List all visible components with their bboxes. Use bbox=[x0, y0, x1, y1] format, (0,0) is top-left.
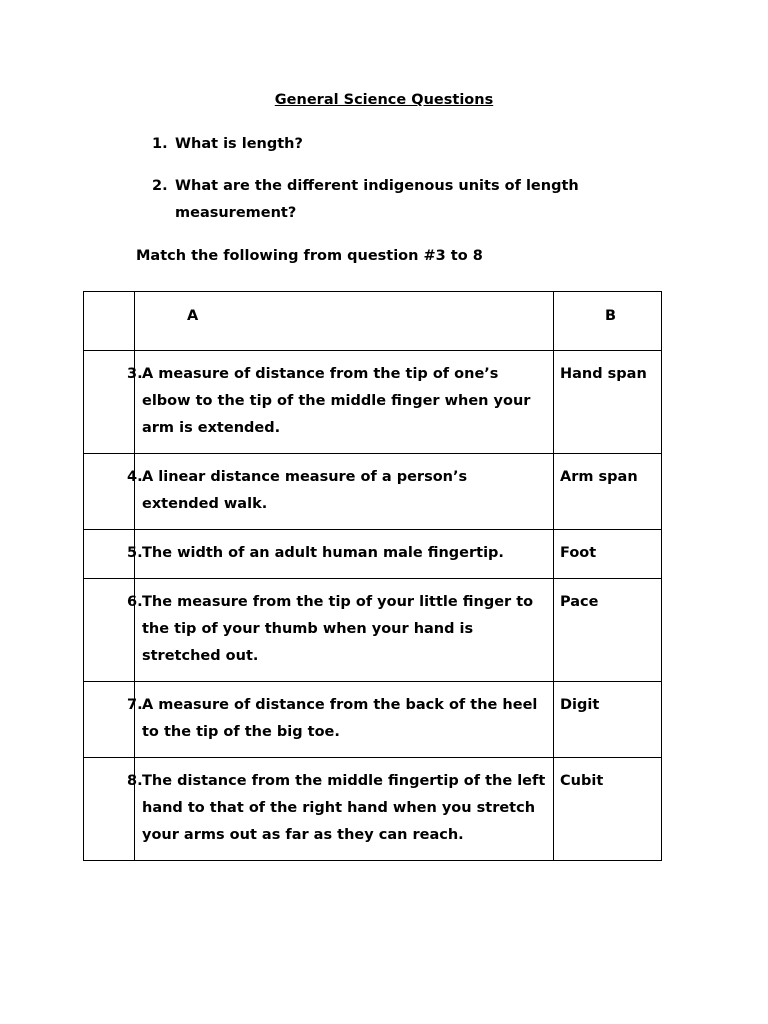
item-number: 6. bbox=[127, 594, 143, 610]
item-number: 4. bbox=[127, 469, 143, 485]
header-a-label: A bbox=[187, 308, 199, 324]
answer-cell bbox=[554, 682, 662, 758]
matching-table bbox=[83, 291, 662, 861]
table-row bbox=[84, 758, 662, 861]
table-row bbox=[84, 530, 662, 579]
header-cell-b bbox=[554, 292, 662, 351]
table-row bbox=[84, 454, 662, 530]
answer-text: Pace bbox=[560, 594, 599, 610]
description-cell bbox=[127, 530, 554, 579]
description-text: The measure from the tip of your little finger to the tip of your thumb when your hand is stretched out. bbox=[142, 594, 534, 664]
answer-cell bbox=[554, 579, 662, 682]
description-cell bbox=[127, 454, 554, 530]
description-text: A linear distance measure of a person’s extended walk. bbox=[142, 469, 468, 512]
answer-cell bbox=[554, 351, 662, 454]
answer-cell bbox=[554, 530, 662, 579]
description-text: The width of an adult human male fingertip. bbox=[142, 545, 504, 561]
table-header-row bbox=[84, 292, 662, 351]
description-cell bbox=[127, 758, 554, 861]
description-cell bbox=[127, 579, 554, 682]
question-number: 1. bbox=[152, 136, 168, 152]
match-instruction: Match the following from question #3 to 8 bbox=[136, 248, 483, 264]
answer-text: Foot bbox=[560, 545, 597, 561]
item-number: 5. bbox=[127, 545, 143, 561]
answer-text: Digit bbox=[560, 697, 600, 713]
header-cell-empty bbox=[84, 292, 135, 351]
answer-cell bbox=[554, 758, 662, 861]
description-cell bbox=[127, 682, 554, 758]
question-text: What are the different indigenous units of length measurement? bbox=[175, 178, 579, 221]
header-cell-a bbox=[135, 292, 554, 351]
answer-cell bbox=[554, 454, 662, 530]
description-text: A measure of distance from the tip of one’s elbow to the tip of the middle finger when your arm is extended. bbox=[142, 366, 531, 436]
item-number: 3. bbox=[127, 366, 143, 382]
table-row bbox=[84, 682, 662, 758]
document-title: General Science Questions bbox=[274, 92, 494, 108]
description-text: The distance from the middle fingertip of the left hand to that of the right hand when you stretch your arms out as far as they can reach. bbox=[142, 773, 546, 843]
description-text: A measure of distance from the back of the heel to the tip of the big toe. bbox=[142, 697, 538, 740]
answer-text: Cubit bbox=[560, 773, 604, 789]
item-number: 8. bbox=[127, 773, 143, 789]
answer-text: Hand span bbox=[560, 366, 647, 382]
header-b-label: B bbox=[605, 308, 617, 324]
answer-text: Arm span bbox=[560, 469, 638, 485]
question-text: What is length? bbox=[175, 136, 303, 152]
item-number: 7. bbox=[127, 697, 143, 713]
question-number: 2. bbox=[152, 178, 168, 194]
table-row bbox=[84, 351, 662, 454]
table-row bbox=[84, 579, 662, 682]
description-cell bbox=[127, 351, 554, 454]
